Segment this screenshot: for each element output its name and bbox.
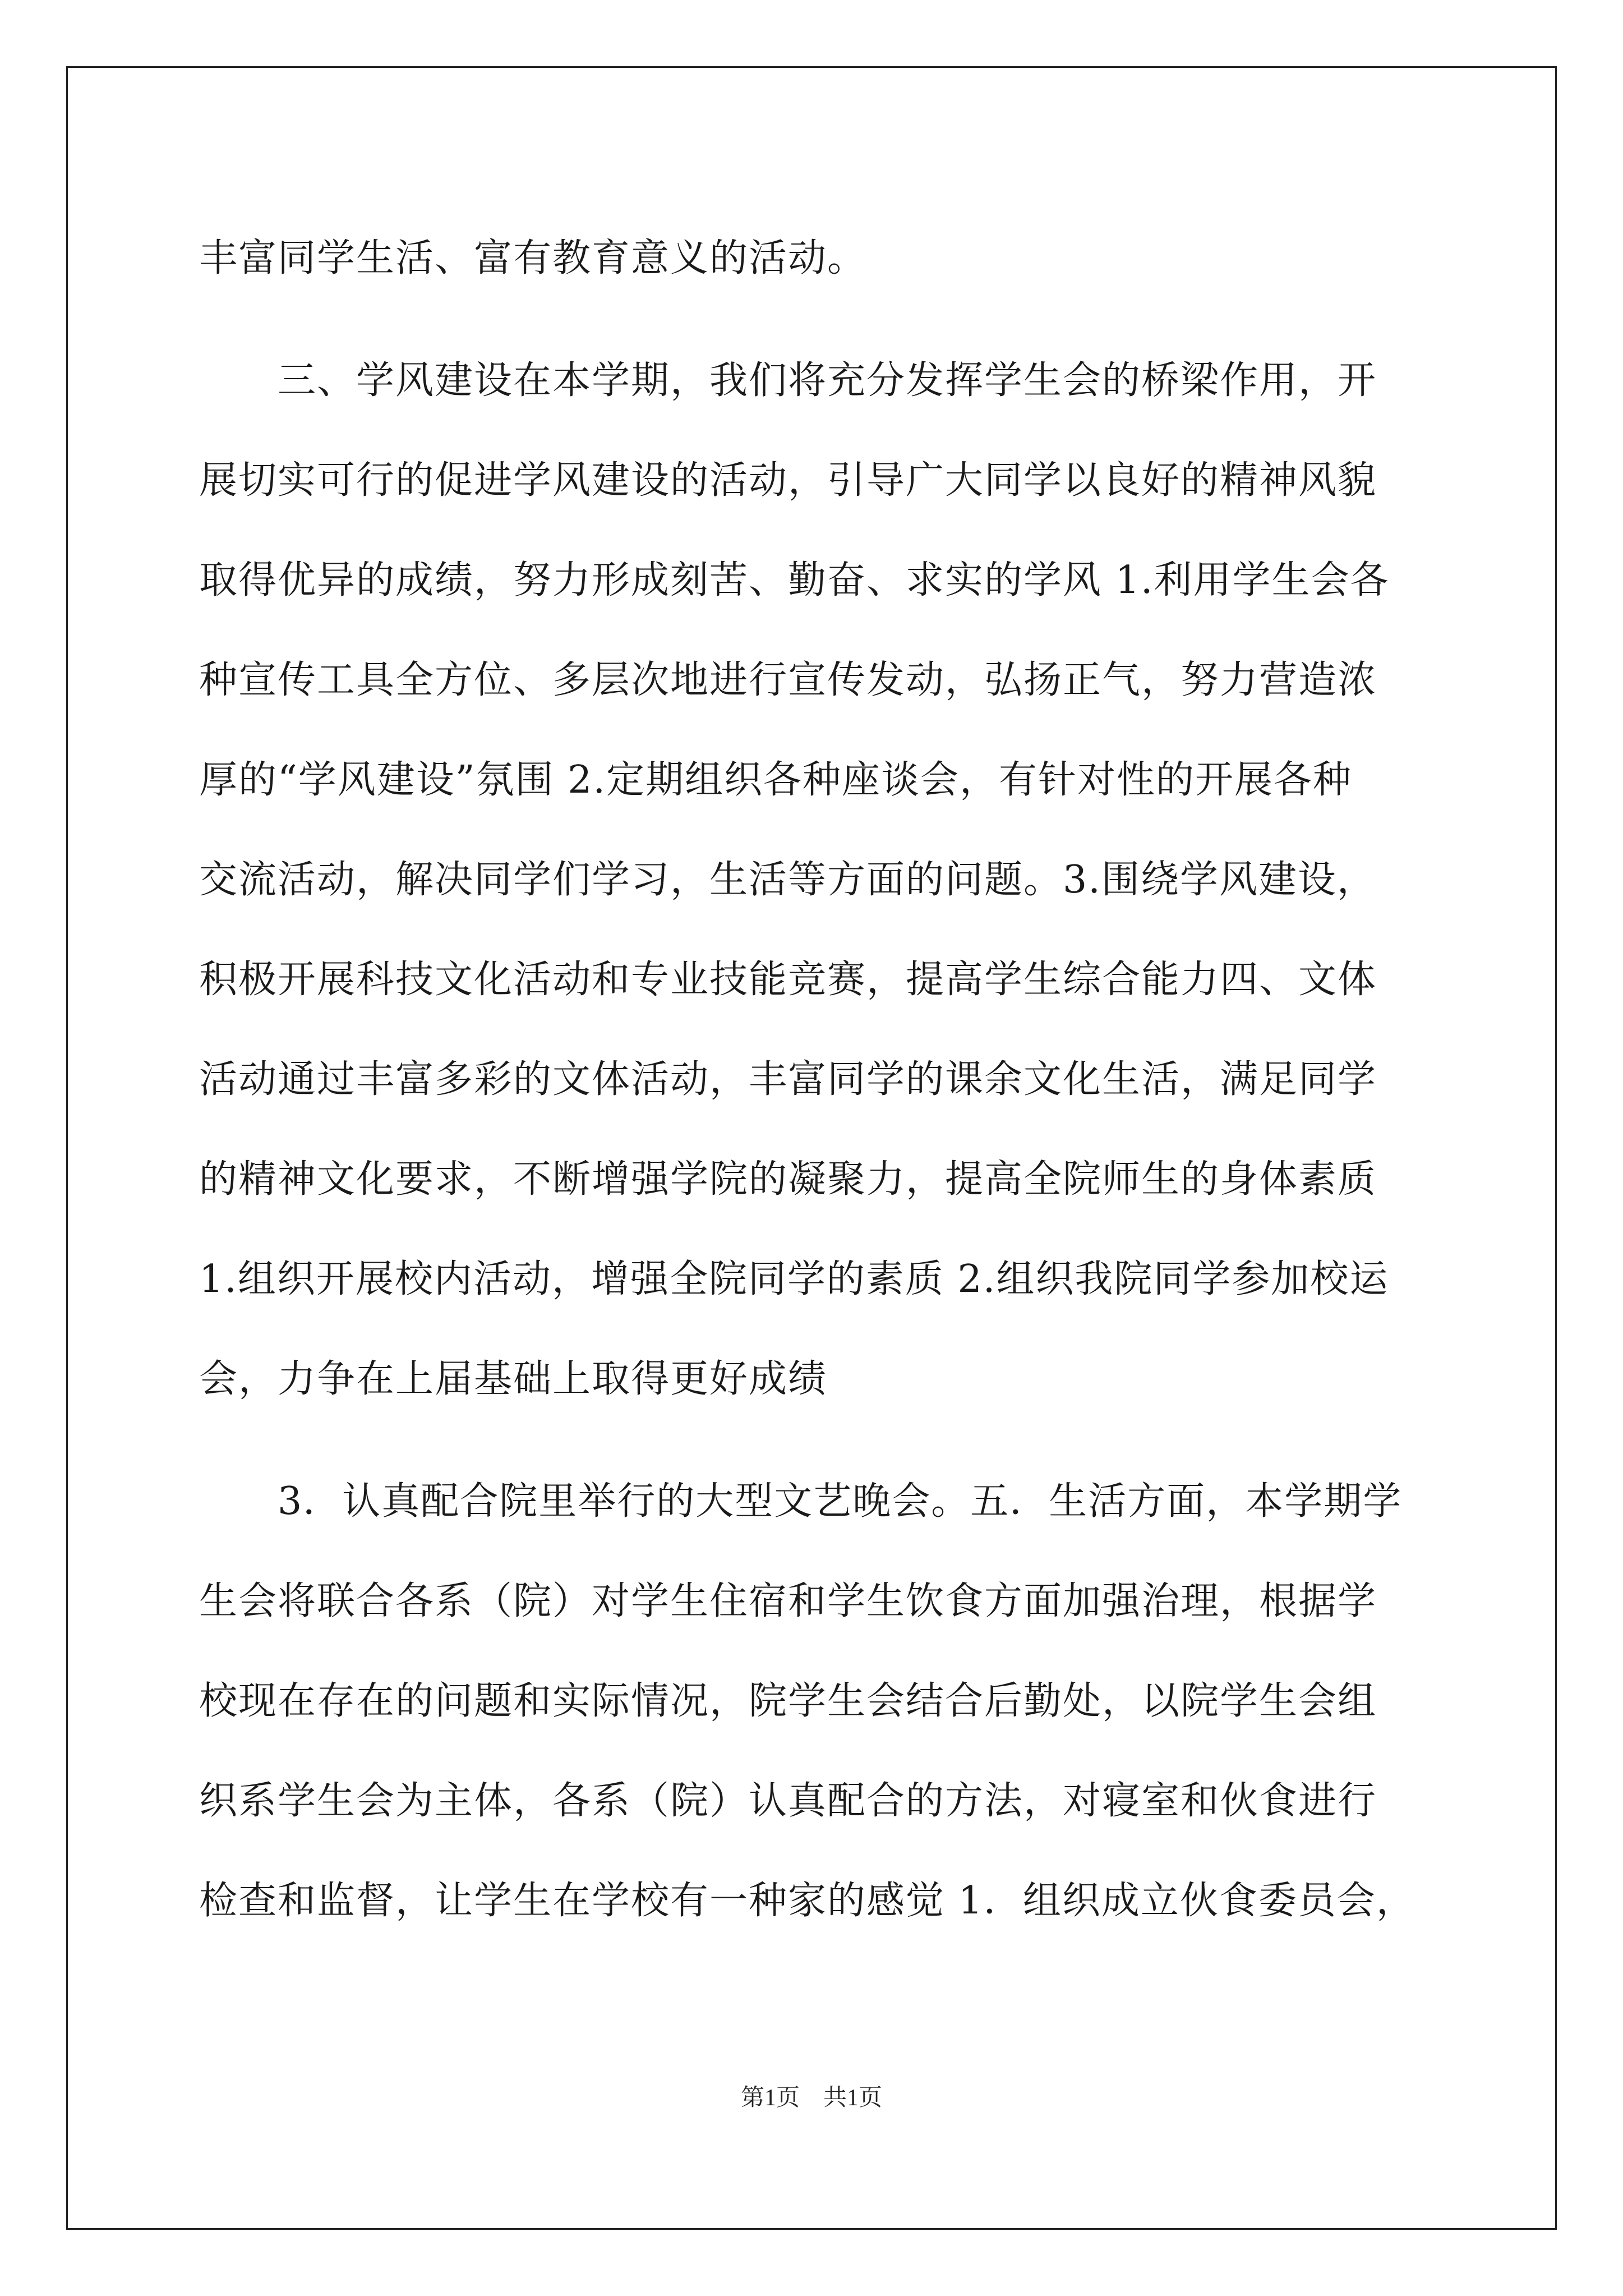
text-line: 1.组织开展校内活动，增强全院同学的素质 2.组织我院同学参加校运 bbox=[199, 1257, 1389, 1301]
text-line: 厚的“学风建设”氛围 2.定期组织各种座谈会，有针对性的开展各种 bbox=[199, 758, 1353, 802]
text-line: 检查和监督，让学生在学校有一种家的感觉 1．组织成立伙食委员会， bbox=[199, 1879, 1415, 1923]
text-line: 丰富同学生活、富有教育意义的活动。 bbox=[199, 236, 867, 280]
text-line: 的精神文化要求，不断增强学院的凝聚力，提高全院师生的身体素质 bbox=[199, 1157, 1377, 1202]
text-line: 织系学生会为主体，各系（院）认真配合的方法，对寝室和伙食进行 bbox=[199, 1779, 1377, 1823]
text-line: 取得优异的成绩，努力形成刻苦、勤奋、求实的学风 1.利用学生会各 bbox=[199, 558, 1390, 602]
text-line: 校现在存在的问题和实际情况，院学生会结合后勤处，以院学生会组 bbox=[199, 1679, 1377, 1723]
text-line: 种宣传工具全方位、多层次地进行宣传发动，弘扬正气，努力营造浓 bbox=[199, 658, 1377, 702]
document-body bbox=[199, 209, 1438, 1951]
text-line: 活动通过丰富多彩的文体活动，丰富同学的课余文化生活，满足同学 bbox=[199, 1057, 1377, 1102]
text-line: 生会将联合各系（院）对学生住宿和学生饮食方面加强治理，根据学 bbox=[199, 1579, 1377, 1623]
text-line: 展切实可行的促进学风建设的活动，引导广大同学以良好的精神风貌 bbox=[199, 458, 1377, 503]
text-line: 积极开展科技文化活动和专业技能竞赛，提高学生综合能力四、文体 bbox=[199, 958, 1377, 1002]
text-line: 会，力争在上届基础上取得更好成绩 bbox=[199, 1357, 828, 1401]
text-line: 3．认真配合院里举行的大型文艺晚会。五．生活方面，本学期学 bbox=[199, 1479, 1403, 1524]
text-line: 三、学风建设在本学期，我们将充分发挥学生会的桥梁作用，开 bbox=[199, 358, 1377, 403]
text-line: 交流活动，解决同学们学习，生活等方面的问题。3.围绕学风建设， bbox=[199, 858, 1376, 902]
page-number: 第1页 共1页 bbox=[740, 2085, 882, 2111]
page-footer bbox=[0, 2081, 1623, 2115]
